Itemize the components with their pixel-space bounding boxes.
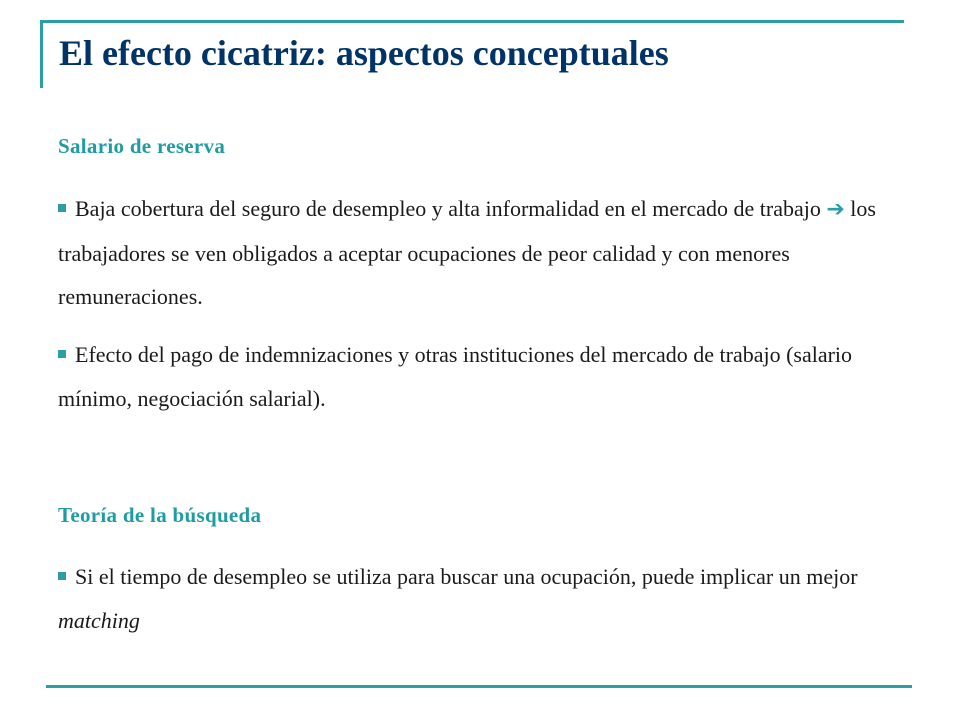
section-heading-teoria-busqueda: Teoría de la búsqueda bbox=[58, 503, 262, 527]
bullet-text-before-arrow: Baja cobertura del seguro de desempleo y alta informalidad en el mercado de trabajo bbox=[75, 196, 821, 221]
bottom-rule bbox=[46, 685, 912, 688]
bullet-text-after-arrow: los trabajadores se ven obligados a aceptar ocupaciones de peor calidad y con menores remuneraciones. bbox=[58, 196, 876, 309]
square-bullet-icon bbox=[58, 350, 66, 358]
bullet-item-indemnizaciones bbox=[58, 333, 910, 420]
slide-title: El efecto cicatriz: aspectos conceptuales bbox=[59, 33, 669, 73]
right-arrow-icon: ➔ bbox=[826, 197, 845, 222]
square-bullet-icon bbox=[58, 572, 66, 580]
bullet-text: Efecto del pago de indemnizaciones y otras instituciones del mercado de trabajo (salario mínimo, negociación salarial). bbox=[58, 342, 853, 411]
top-rule bbox=[40, 20, 904, 23]
section-heading-salario-de-reserva: Salario de reserva bbox=[58, 134, 226, 158]
bullet-item-busqueda bbox=[58, 555, 910, 642]
bullet-emphasis-matching: matching bbox=[58, 607, 140, 633]
square-bullet-icon bbox=[58, 204, 66, 212]
left-rule bbox=[40, 20, 43, 88]
bullet-item-cobertura bbox=[58, 187, 910, 319]
bullet-text: Si el tiempo de desempleo se utiliza para buscar una ocupación, puede implicar un mejor bbox=[75, 564, 858, 589]
